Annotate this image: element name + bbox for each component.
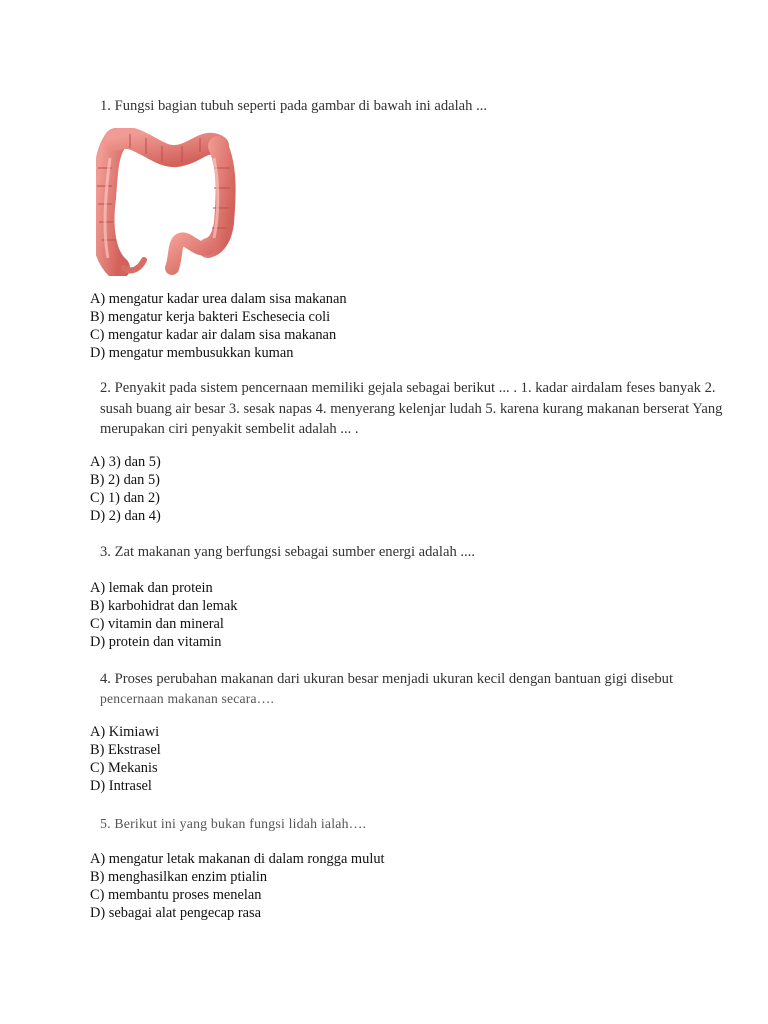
option-a[interactable]: A) mengatur letak makanan di dalam rongga mulut — [90, 851, 385, 867]
option-a[interactable]: A) 3) dan 5) — [90, 454, 161, 470]
option-c[interactable]: C) membantu proses menelan — [90, 887, 262, 903]
option-d[interactable]: D) Intrasel — [90, 778, 152, 794]
question-3-text: 3. Zat makanan yang berfungsi sebagai sumber energi adalah .... — [100, 544, 475, 560]
option-b[interactable]: B) Ekstrasel — [90, 742, 161, 758]
option-d[interactable]: D) sebagai alat pengecap rasa — [90, 905, 261, 921]
question-1-options — [90, 290, 347, 362]
question-5-options — [90, 850, 385, 922]
option-a[interactable]: A) mengatur kadar urea dalam sisa makanan — [90, 291, 347, 307]
question-2-text: 2. Penyakit pada sistem pencernaan memiliki gejala sebagai berikut ... . 1. kadar airdalam feses banyak 2. susah buang air besar 3. sesak napas 4. menyerang kelenjar ludah 5. karena kurang makanan berserat Yang merupakan ciri penyakit sembelit adalah ... . — [100, 380, 723, 437]
large-intestine-illustration — [96, 128, 236, 276]
option-a[interactable]: A) lemak dan protein — [90, 580, 213, 596]
question-1-text: 1. Fungsi bagian tubuh seperti pada gambar di bawah ini adalah ... — [100, 98, 488, 114]
question-4-options — [90, 723, 161, 795]
option-d[interactable]: D) 2) dan 4) — [90, 508, 161, 524]
question-5-text: 5. Berikut ini yang bukan fungsi lidah ialah…. — [100, 816, 367, 831]
question-4-text-line2: pencernaan makanan secara…. — [100, 691, 275, 706]
option-c[interactable]: C) 1) dan 2) — [90, 490, 160, 506]
option-d[interactable]: D) protein dan vitamin — [90, 634, 222, 650]
option-a[interactable]: A) Kimiawi — [90, 724, 160, 740]
question-2-options — [90, 453, 161, 525]
question-4-text: 4. Proses perubahan makanan dari ukuran besar menjadi ukuran kecil dengan bantuan gigi disebut — [100, 671, 674, 687]
option-b[interactable]: B) karbohidrat dan lemak — [90, 598, 238, 614]
option-d[interactable]: D) mengatur membusukkan kuman — [90, 345, 294, 361]
option-c[interactable]: C) vitamin dan mineral — [90, 616, 224, 632]
option-b[interactable]: B) menghasilkan enzim ptialin — [90, 869, 268, 885]
option-c[interactable]: C) Mekanis — [90, 760, 158, 776]
option-c[interactable]: C) mengatur kadar air dalam sisa makanan — [90, 327, 337, 343]
question-3-options — [90, 579, 237, 651]
option-b[interactable]: B) 2) dan 5) — [90, 472, 160, 488]
option-b[interactable]: B) mengatur kerja bakteri Eschesecia coli — [90, 309, 331, 325]
